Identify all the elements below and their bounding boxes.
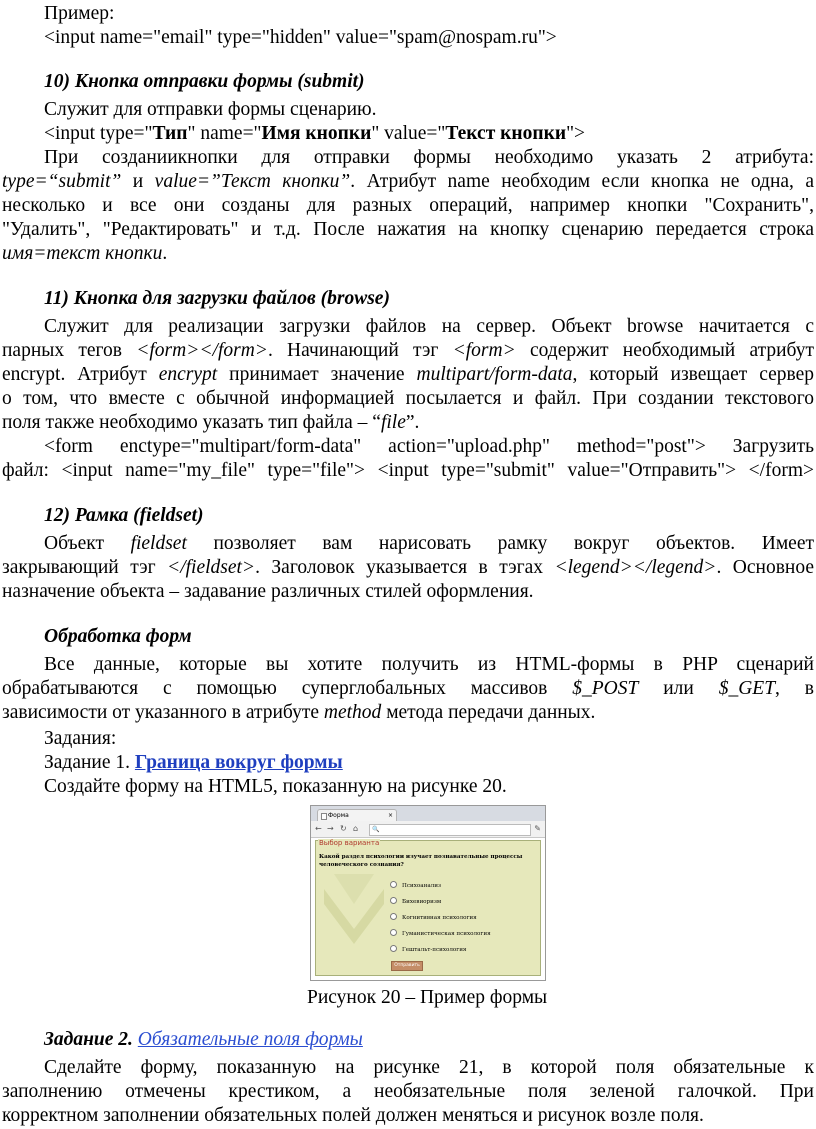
browser-content xyxy=(311,838,545,981)
home-icon[interactable]: ⌂ xyxy=(353,824,359,833)
paragraph-browse-line5: поля также необходимо указать тип файла – “file”. xyxy=(2,412,420,433)
paragraph-browse-line4: о том, что вместе с обычной информацией посылается и файл. При создании текстового xyxy=(2,388,814,409)
fieldset-legend: Выбор варианта xyxy=(319,839,380,847)
code-upload-form-line2: файл: <input name="my_file" type="file"> <input type="submit" value="Отправить"> </form> xyxy=(2,460,814,481)
reload-icon[interactable]: ↻ xyxy=(340,824,347,833)
task2-line: Задание 2. Обязательные поля формы xyxy=(44,1029,363,1050)
task1-description: Создайте форму на HTML5, показанную на рисунке 20. xyxy=(44,776,507,797)
radio-option-4[interactable] xyxy=(390,929,397,936)
option-4[interactable]: Гуманистическая психология xyxy=(390,929,491,938)
paragraph-fieldset-line1: Объект fieldset позволяет вам нарисовать рамку вокруг объектов. Имеет xyxy=(44,533,814,554)
task2-link[interactable]: Обязательные поля формы xyxy=(137,1029,363,1050)
paragraph-fieldset-line3: назначение объекта – задавание различных стилей оформления. xyxy=(2,581,534,602)
wrench-icon[interactable]: ✎ xyxy=(534,824,541,833)
text-example-label: Пример: xyxy=(44,3,115,24)
option-5[interactable]: Гештальт-психология xyxy=(390,945,466,954)
radio-option-3[interactable] xyxy=(390,913,397,920)
paragraph-processing-line1: Все данные, которые вы хотите получить из HTML-формы в PHP сценарий xyxy=(44,654,814,675)
paragraph-processing-line2: обрабатываются с помощью суперглобальных массивов $_POST или $_GET, в xyxy=(2,678,815,699)
back-arrow-icon[interactable]: ← xyxy=(315,824,322,833)
task2-paragraph-line2: заполнению отмечены крестиком, а необязательные поля зеленой галочкой. При xyxy=(2,1081,814,1102)
form-fieldset xyxy=(315,840,541,976)
task1-line: Задание 1. Граница вокруг формы xyxy=(44,752,343,773)
browser-toolbar xyxy=(311,821,545,838)
heading-browse: 11) Кнопка для загрузки файлов (browse) xyxy=(44,288,390,309)
quiz-question: Какой раздел психологии изучает познавательные процессы человеческого сознания? xyxy=(319,854,523,868)
tasks-label: Задания: xyxy=(44,728,117,749)
paragraph-submit-line5: имя=текст кнопки. xyxy=(2,243,168,264)
figure-caption: Рисунок 20 – Пример формы xyxy=(307,987,548,1008)
code-hidden-input: <input name="email" type="hidden" value="spam@nospam.ru"> xyxy=(44,27,557,48)
address-bar[interactable] xyxy=(369,824,531,836)
task2-paragraph-line3: корректном заполнении обязательных полей должен меняться и рисунок возле поля. xyxy=(2,1105,704,1126)
figure-browser-screenshot xyxy=(310,805,546,981)
paragraph-submit-line4: "Удалить", "Редактировать" и т.д. После нажатия на кнопку сценарию передается строка xyxy=(2,219,814,240)
paragraph-submit-line1: При созданиикнопки для отправки формы необходимо указать 2 атрибута: xyxy=(44,147,814,168)
submit-button[interactable]: Отправить xyxy=(391,961,423,971)
paragraph-browse-line1: Служит для реализации загрузки файлов на сервер. Объект browse начитается с xyxy=(44,316,814,337)
paragraph-browse-line3: encrypt. Атрибут encrypt принимает значение multipart/form-data, который извещает сервер xyxy=(2,364,814,385)
radio-option-5[interactable] xyxy=(390,945,397,952)
radio-option-1[interactable] xyxy=(390,881,397,888)
task1-link[interactable]: Граница вокруг формы xyxy=(134,752,343,773)
browser-tab-title: Форма xyxy=(328,812,349,819)
option-1[interactable]: Психоанализ xyxy=(390,881,441,890)
option-2[interactable]: Бихевиоризм xyxy=(390,897,441,906)
option-3[interactable]: Когнитивная психология xyxy=(390,913,477,922)
task2-paragraph-line1: Сделайте форму, показанную на рисунке 21, в которой поля обязательные к xyxy=(44,1057,814,1078)
forward-arrow-icon[interactable]: → xyxy=(327,824,334,833)
browser-tab-bar xyxy=(311,806,545,821)
code-submit-syntax: <input type="Тип" name="Имя кнопки" value="Текст кнопки"> xyxy=(44,123,586,144)
search-icon: 🔍 xyxy=(372,826,380,833)
paragraph-submit-line3: несколько и все они созданы для разных операций, например кнопки "Сохранить", xyxy=(2,195,814,216)
radio-option-2[interactable] xyxy=(390,897,397,904)
browser-tab[interactable] xyxy=(317,809,397,821)
paragraph-fieldset-line2: закрывающий тэг </fieldset>. Заголовок указывается в тэгах <legend></legend>. Основное xyxy=(2,557,815,578)
decorative-chevron-icon xyxy=(324,869,384,949)
heading-submit: 10) Кнопка отправки формы (submit) xyxy=(44,71,365,92)
paragraph-browse-line2: парных тегов <form></form>. Начинающий тэг <form> содержит необходимый атрибут xyxy=(2,340,814,361)
heading-fieldset: 12) Рамка (fieldset) xyxy=(44,505,204,526)
text-submit-purpose: Служит для отправки формы сценарию. xyxy=(44,99,377,120)
paragraph-processing-line3: зависимости от указанного в атрибуте method метода передачи данных. xyxy=(2,702,596,723)
code-upload-form-line1: <form enctype="multipart/form-data" action="upload.php" method="post"> Загрузить xyxy=(44,436,814,457)
paragraph-submit-line2: type=“submit” и value=”Текст кнопки”. Атрибут name необходим если кнопка не одна, а xyxy=(2,171,815,192)
heading-form-processing: Обработка форм xyxy=(44,626,192,647)
page-icon xyxy=(321,813,327,820)
close-icon[interactable]: × xyxy=(387,812,393,819)
